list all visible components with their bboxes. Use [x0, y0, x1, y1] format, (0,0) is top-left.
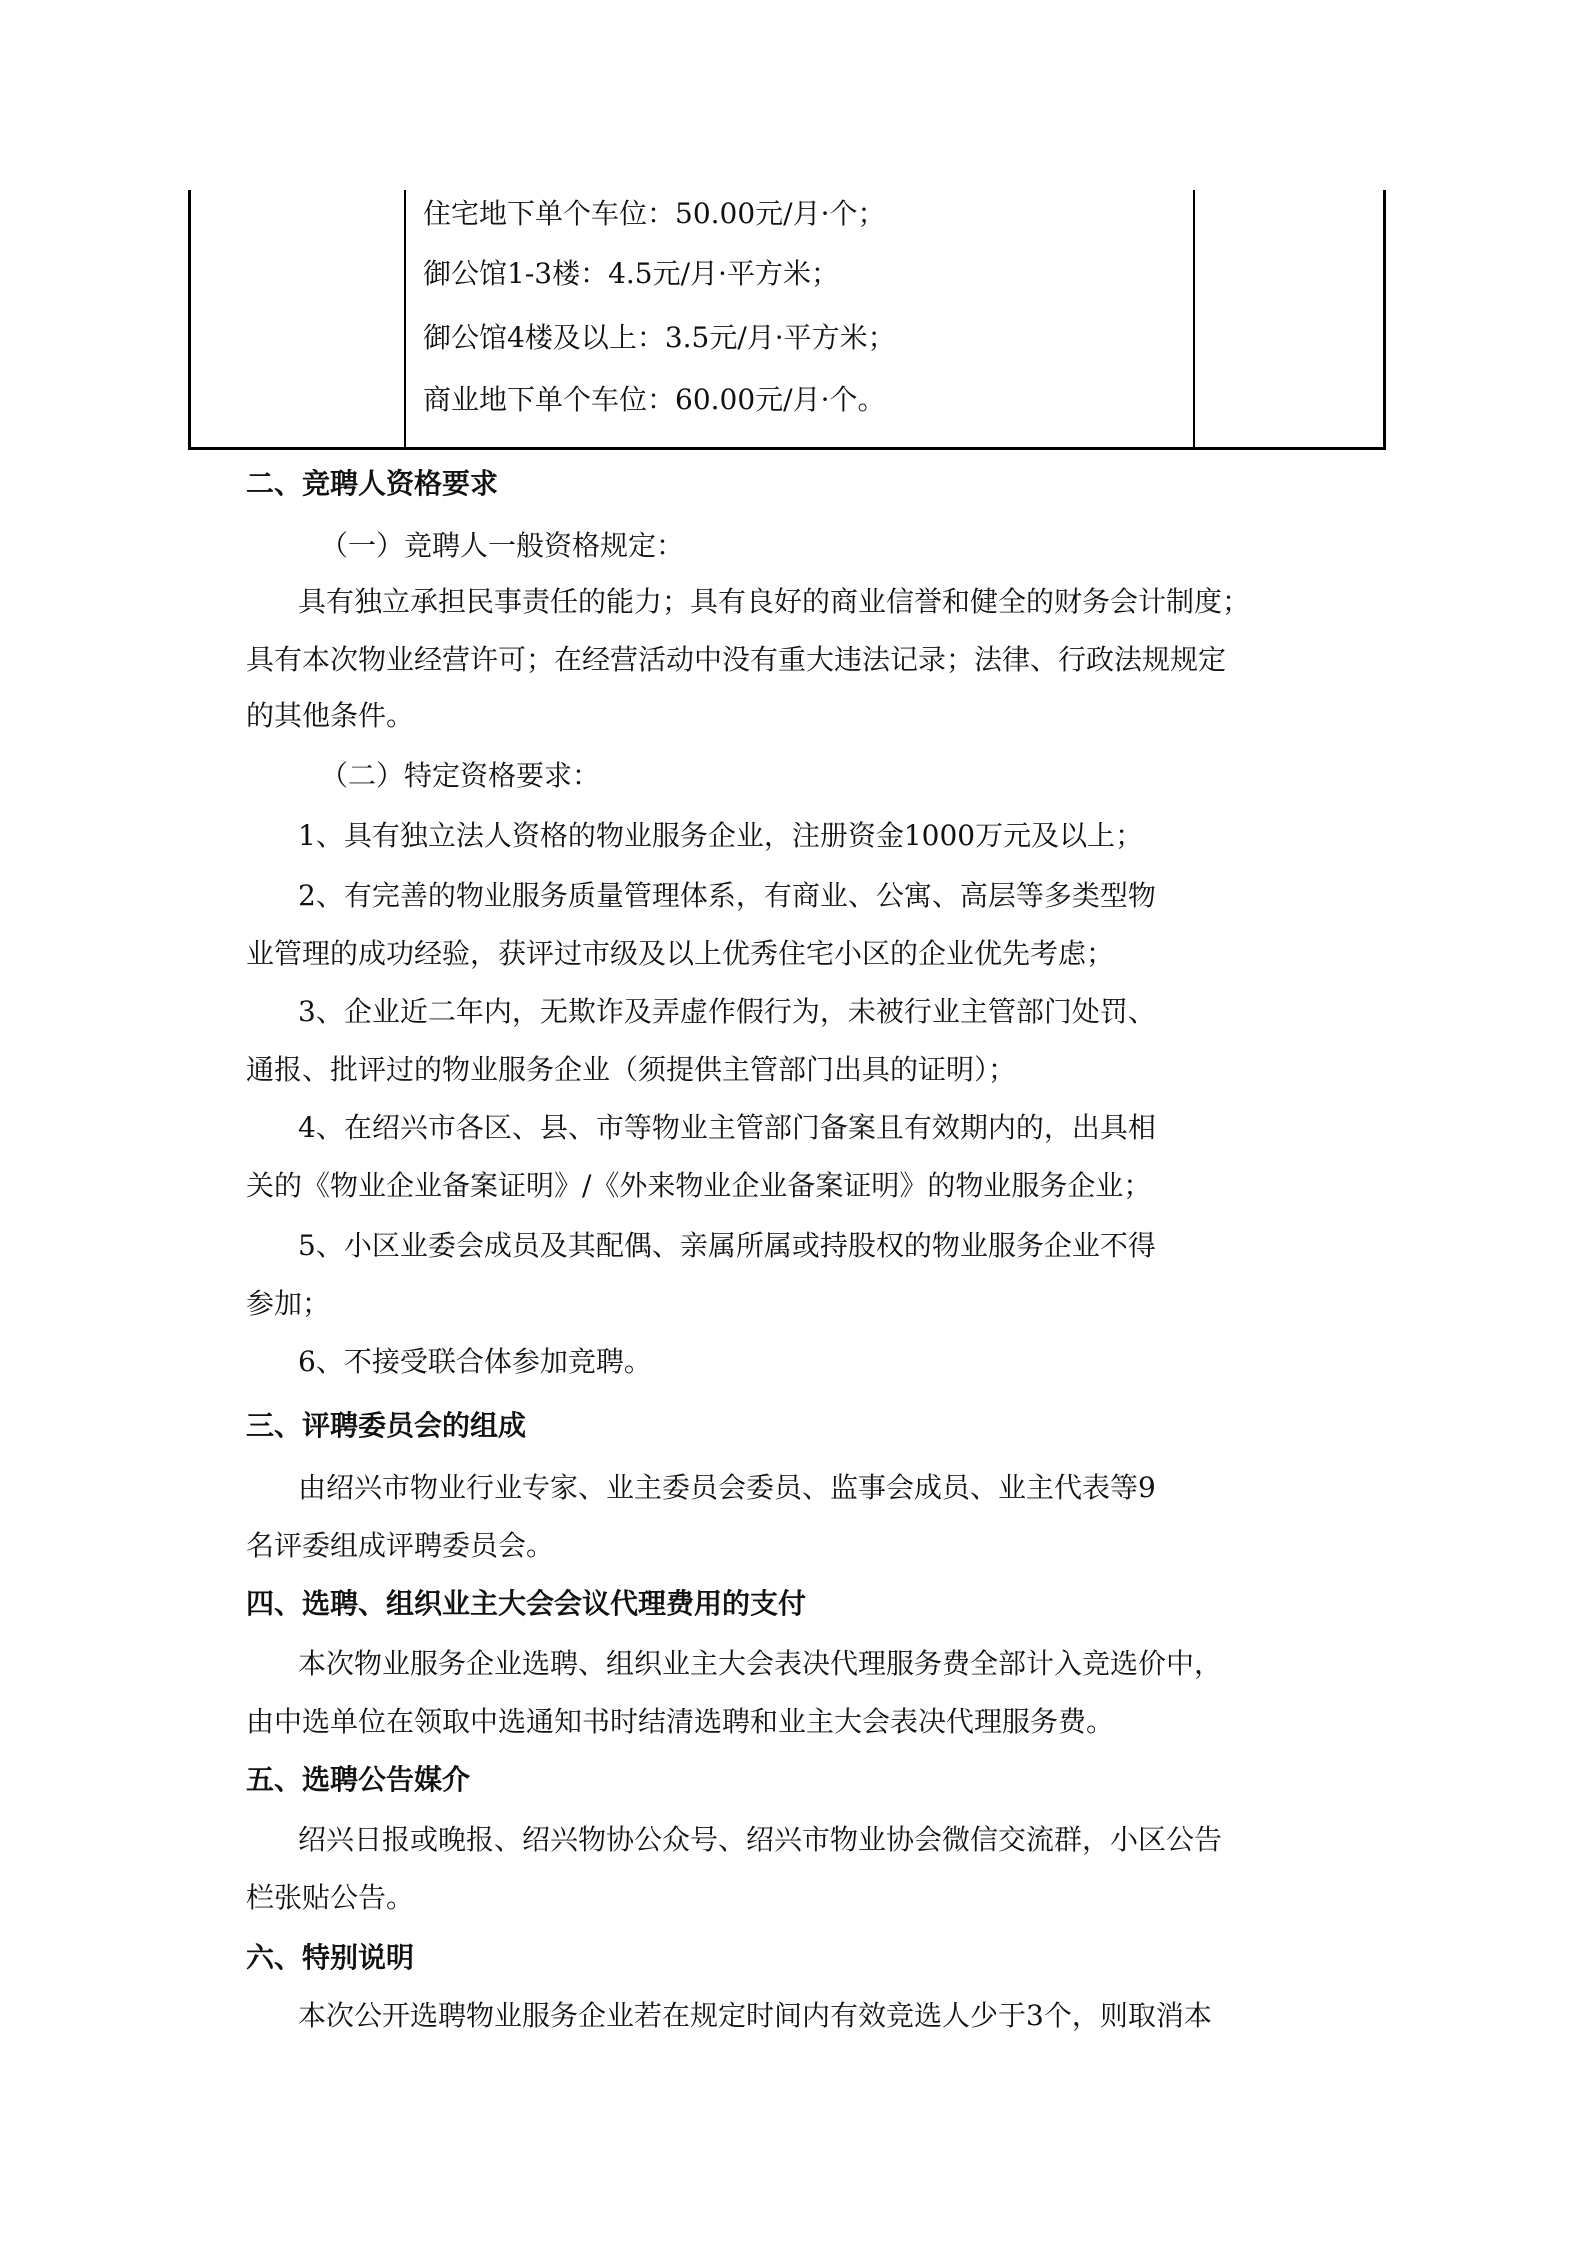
list-item: 关的《物业企业备案证明》/《外来物业企业备案证明》的物业服务企业； — [246, 1169, 1152, 1202]
fee-row: 御公馆1-3楼：4.5元/月·平方米； — [423, 257, 839, 290]
list-item: 业管理的成功经验，获评过市级及以上优秀住宅小区的企业优先考虑； — [246, 937, 1115, 970]
list-item: 1、具有独立法人资格的物业服务企业，注册资金1000万元及以上； — [298, 819, 1144, 852]
fee-row: 住宅地下单个车位：50.00元/月·个； — [423, 197, 886, 230]
subsection-title: （二）特定资格要求： — [320, 759, 601, 792]
subsection-title: （一）竞聘人一般资格规定： — [320, 529, 685, 562]
list-item: 通报、批评过的物业服务企业（须提供主管部门出具的证明）； — [246, 1053, 1017, 1086]
paragraph-line: 由中选单位在领取中选通知书时结清选聘和业主大会表决代理服务费。 — [246, 1705, 1115, 1738]
section-heading: 五、选聘公告媒介 — [246, 1763, 471, 1796]
paragraph-line: 具有本次物业经营许可；在经营活动中没有重大违法记录；法律、行政法规规定 — [246, 643, 1227, 676]
fee-row: 商业地下单个车位：60.00元/月·个。 — [423, 383, 886, 416]
paragraph-line: 绍兴日报或晚报、绍兴物协公众号、绍兴市物业协会微信交流群，小区公告 — [298, 1823, 1223, 1856]
table-column-divider — [404, 190, 406, 447]
list-item: 2、有完善的物业服务质量管理体系，有商业、公寓、高层等多类型物 — [298, 879, 1156, 912]
list-item: 4、在绍兴市各区、县、市等物业主管部门备案且有效期内的，出具相 — [298, 1111, 1156, 1144]
table-column-divider — [1193, 190, 1195, 447]
list-item: 参加； — [246, 1287, 331, 1320]
paragraph-line: 本次公开选聘物业服务企业若在规定时间内有效竞选人少于3个，则取消本 — [298, 1999, 1212, 2032]
paragraph-line: 具有独立承担民事责任的能力；具有良好的商业信誉和健全的财务会计制度； — [298, 585, 1251, 618]
paragraph-line: 栏张贴公告。 — [246, 1881, 415, 1914]
section-heading: 三、评聘委员会的组成 — [246, 1409, 527, 1442]
paragraph-line: 名评委组成评聘委员会。 — [246, 1529, 555, 1562]
paragraph-line: 本次物业服务企业选聘、组织业主大会表决代理服务费全部计入竞选价中， — [298, 1647, 1223, 1680]
fee-row: 御公馆4楼及以上：3.5元/月·平方米； — [423, 321, 896, 354]
paragraph-line: 由绍兴市物业行业专家、业主委员会委员、监事会成员、业主代表等9 — [298, 1471, 1156, 1504]
paragraph-line: 的其他条件。 — [246, 699, 415, 732]
section-heading: 二、竞聘人资格要求 — [246, 467, 499, 500]
list-item: 3、企业近二年内，无欺诈及弄虚作假行为，未被行业主管部门处罚、 — [298, 995, 1156, 1028]
list-item: 6、不接受联合体参加竞聘。 — [298, 1345, 652, 1378]
section-heading: 六、特别说明 — [246, 1941, 415, 1974]
list-item: 5、小区业委会成员及其配偶、亲属所属或持股权的物业服务企业不得 — [298, 1229, 1156, 1262]
section-heading: 四、选聘、组织业主大会会议代理费用的支付 — [246, 1587, 807, 1620]
fee-table — [188, 190, 1386, 450]
